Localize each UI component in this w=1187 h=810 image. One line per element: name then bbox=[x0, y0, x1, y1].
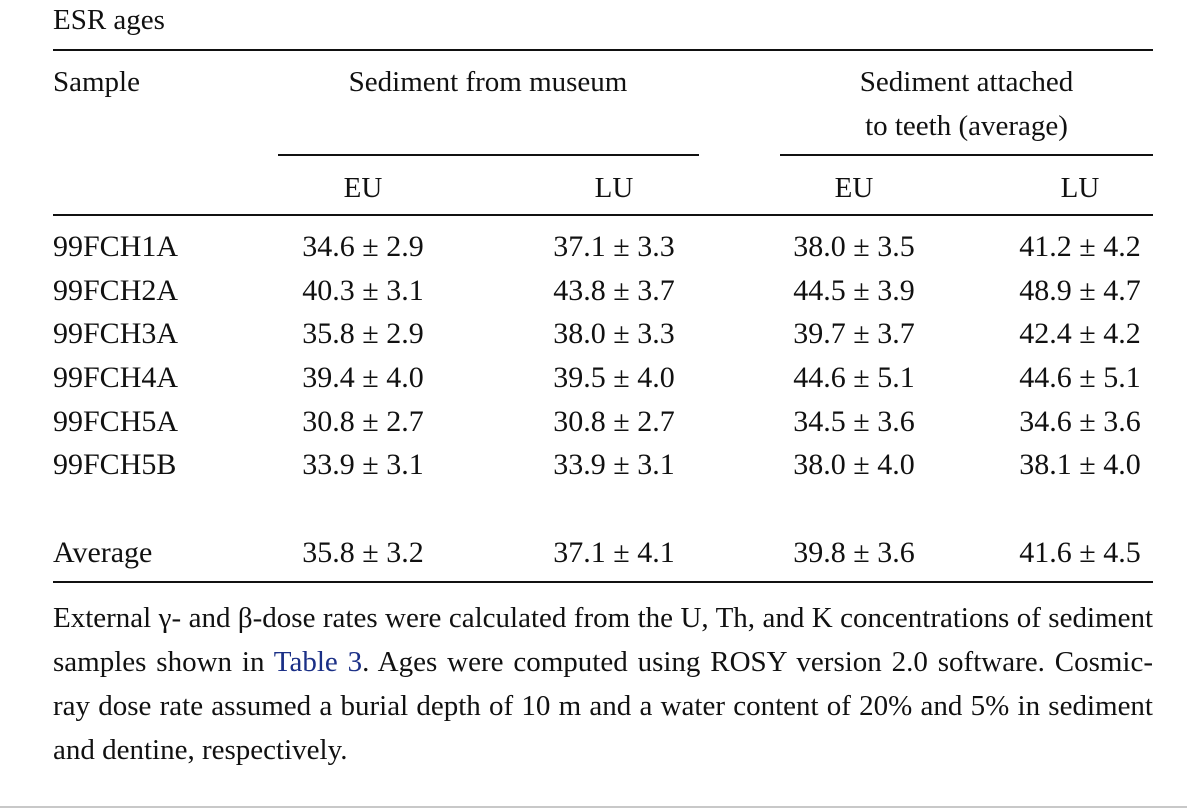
age-value: 39.7 ± 3.7 bbox=[793, 317, 915, 350]
age-value: 38.1 ± 4.0 bbox=[1019, 448, 1141, 481]
age-value: 35.8 ± 2.9 bbox=[302, 317, 424, 350]
age-value: 30.8 ± 2.7 bbox=[553, 405, 675, 438]
header-sample: Sample bbox=[53, 66, 140, 98]
average-value: 41.6 ± 4.5 bbox=[1019, 536, 1141, 569]
sample-id: 99FCH2A bbox=[53, 274, 179, 307]
header-sediment-teeth-line2: to teeth (average) bbox=[865, 110, 1068, 142]
age-value: 30.8 ± 2.7 bbox=[302, 405, 424, 438]
age-value: 44.6 ± 5.1 bbox=[793, 361, 915, 394]
age-value: 38.0 ± 4.0 bbox=[793, 448, 915, 481]
footnote-text-1: External γ- and β-dose rates were calculated from the U, Th, and K concentrations of sediment samples shown in bbox=[53, 602, 1153, 678]
average-label: Average bbox=[53, 536, 153, 569]
table-caption: ESR ages bbox=[53, 4, 165, 36]
age-value: 40.3 ± 3.1 bbox=[302, 274, 424, 307]
age-value: 38.0 ± 3.3 bbox=[553, 317, 675, 350]
sample-id: 99FCH3A bbox=[53, 317, 179, 350]
age-value: 37.1 ± 3.3 bbox=[553, 230, 675, 263]
top-rule bbox=[53, 49, 1153, 51]
age-value: 39.4 ± 4.0 bbox=[302, 361, 424, 394]
header-lu-museum: LU bbox=[594, 172, 634, 204]
age-value: 34.5 ± 3.6 bbox=[793, 405, 915, 438]
group-rule-teeth bbox=[780, 154, 1153, 156]
sample-id: 99FCH5A bbox=[53, 405, 179, 438]
age-value: 42.4 ± 4.2 bbox=[1019, 317, 1141, 350]
page-bottom-border bbox=[0, 806, 1187, 808]
header-sediment-teeth-line1: Sediment attached bbox=[859, 66, 1074, 98]
average-value: 37.1 ± 4.1 bbox=[553, 536, 675, 569]
age-value: 34.6 ± 2.9 bbox=[302, 230, 424, 263]
header-eu-teeth: EU bbox=[834, 172, 874, 204]
header-sediment-museum: Sediment from museum bbox=[348, 66, 628, 98]
header-eu-museum: EU bbox=[343, 172, 383, 204]
age-value: 39.5 ± 4.0 bbox=[553, 361, 675, 394]
age-value: 44.5 ± 3.9 bbox=[793, 274, 915, 307]
age-value: 41.2 ± 4.2 bbox=[1019, 230, 1141, 263]
footnote-text-2: . Ages were computed using ROSY version 2.0 software. Cosmic-ray dose rate assumed a burial depth of 10 m and a water content of 20% and 5% in sediment and dentine, respectively. bbox=[53, 646, 1153, 766]
sample-id: 99FCH4A bbox=[53, 361, 179, 394]
bottom-rule bbox=[53, 581, 1153, 583]
age-value: 33.9 ± 3.1 bbox=[302, 448, 424, 481]
sample-id: 99FCH5B bbox=[53, 448, 177, 481]
average-value: 39.8 ± 3.6 bbox=[793, 536, 915, 569]
table-footnote bbox=[53, 596, 1153, 772]
age-value: 44.6 ± 5.1 bbox=[1019, 361, 1141, 394]
age-value: 38.0 ± 3.5 bbox=[793, 230, 915, 263]
header-rule bbox=[53, 214, 1153, 216]
average-value: 35.8 ± 3.2 bbox=[302, 536, 424, 569]
age-value: 43.8 ± 3.7 bbox=[553, 274, 675, 307]
table-3-link[interactable]: Table 3 bbox=[273, 646, 363, 678]
age-value: 48.9 ± 4.7 bbox=[1019, 274, 1141, 307]
age-value: 33.9 ± 3.1 bbox=[553, 448, 675, 481]
age-value: 34.6 ± 3.6 bbox=[1019, 405, 1141, 438]
sample-id: 99FCH1A bbox=[53, 230, 179, 263]
group-rule-museum bbox=[278, 154, 699, 156]
header-lu-teeth: LU bbox=[1060, 172, 1100, 204]
